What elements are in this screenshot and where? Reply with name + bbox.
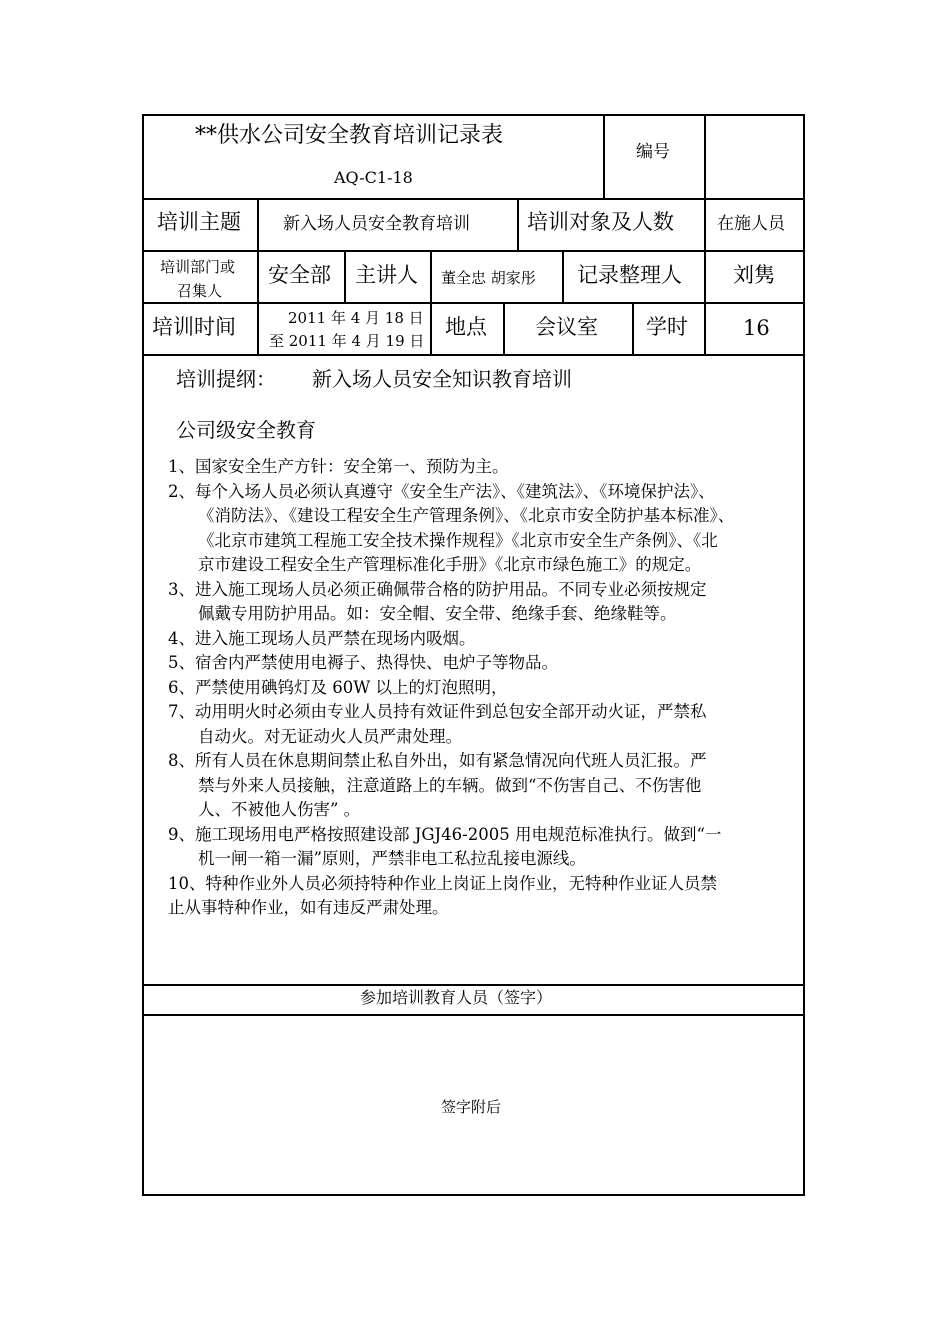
row-divider: [142, 1014, 805, 1016]
hours-label: 学时: [646, 315, 688, 339]
place-label: 地点: [445, 315, 487, 339]
training-item-line: 《北京市建筑工程施工安全技术操作规程》《北京市安全生产条例》、《北: [198, 530, 718, 550]
training-item-line: 2、每个入场人员必须认真遵守《安全生产法》、《建筑法》、《环境保护法》、: [168, 481, 715, 501]
topic-value: 新入场人员安全教育培训: [283, 214, 470, 234]
training-item-line: 止从事特种作业，如有违反严肃处理。: [168, 898, 449, 917]
col-divider: [704, 114, 706, 199]
col-divider: [430, 250, 432, 303]
col-divider: [632, 302, 634, 355]
training-item-line: 4、进入施工现场人员严禁在现场内吸烟。: [168, 628, 476, 648]
place-value: 会议室: [535, 315, 598, 339]
row-divider: [142, 984, 805, 986]
col-divider: [704, 198, 706, 251]
col-divider: [517, 198, 519, 251]
training-item-line: 10、特种作业外人员必须持特种作业上岗证上岗作业，无特种作业证人员禁: [168, 873, 717, 893]
dept-label: 召集人: [177, 282, 223, 300]
training-item-line: 佩戴专用防护用品。如：安全帽、安全带、绝缘手套、绝缘鞋等。: [198, 604, 677, 623]
hours-value: 16: [743, 316, 770, 340]
recorder-label: 记录整理人: [577, 263, 682, 287]
number-label: 编号: [636, 142, 670, 162]
training-item-line: 1、国家安全生产方针：安全第一、预防为主。: [168, 457, 509, 476]
signature-note: 签字附后: [441, 1098, 502, 1116]
training-item-line: 禁与外来人员接触，注意道路上的车辆。做到“不伤害自己、不伤害他: [198, 775, 702, 795]
col-divider: [257, 302, 259, 355]
signature-header: 参加培训教育人员（签字）: [360, 988, 553, 1007]
outline-value: 新入场人员安全知识教育培训: [312, 367, 572, 391]
audience-value: 在施人员: [717, 214, 785, 234]
recorder-value: 刘隽: [733, 263, 775, 287]
audience-label: 培训对象及人数: [527, 210, 674, 234]
dept-label: 培训部门或: [160, 258, 236, 276]
time-label: 培训时间: [152, 315, 236, 339]
training-item-line: 9、施工现场用电严格按照建设部 JGJ46-2005 用电规范标准执行。做到“一: [168, 824, 722, 844]
form-code: AQ-C1-18: [334, 168, 413, 187]
col-divider: [503, 302, 505, 355]
col-divider: [257, 250, 259, 303]
training-item-line: 京市建设工程安全生产管理标准化手册》《北京市绿色施工》的规定。: [198, 555, 702, 574]
time-end: 至 2011 年 4 月 19 日: [269, 332, 425, 350]
training-item-line: 3、进入施工现场人员必须正确佩带合格的防护用品。不同专业必须按规定: [168, 579, 707, 599]
time-start: 2011 年 4 月 18 日: [288, 309, 424, 327]
col-divider: [562, 250, 564, 303]
outline-label: 培训提纲：: [176, 367, 276, 391]
topic-label: 培训主题: [157, 210, 241, 234]
col-divider: [704, 302, 706, 355]
training-item-line: 《消防法》、《建设工程安全生产管理条例》、《北京市安全防护基本标准》、: [198, 506, 735, 525]
training-item-line: 机一闸一箱一漏”原则，严禁非电工私拉乱接电源线。: [198, 849, 586, 868]
dept-value: 安全部: [268, 263, 331, 287]
col-divider: [257, 198, 259, 251]
form-title: **供水公司安全教育培训记录表: [195, 123, 504, 148]
speaker-value: 董全忠 胡家彤: [441, 269, 536, 287]
section-title: 公司级安全教育: [176, 418, 316, 442]
col-divider: [704, 250, 706, 303]
col-divider: [603, 114, 605, 199]
training-item-line: 5、宿舍内严禁使用电褥子、热得快、电炉子等物品。: [168, 653, 558, 672]
col-divider: [344, 250, 346, 303]
training-item-line: 人、不被他人伤害” 。: [198, 800, 361, 819]
training-item-line: 8、所有人员在休息期间禁止私自外出，如有紧急情况向代班人员汇报。严: [168, 751, 707, 770]
training-item-line: 6、严禁使用碘钨灯及 60W 以上的灯泡照明，: [168, 677, 508, 697]
training-item-line: 7、动用明火时必须由专业人员持有效证件到总包安全部开动火证，严禁私: [168, 702, 707, 721]
training-item-line: 自动火。对无证动火人员严肃处理。: [198, 726, 462, 746]
col-divider: [430, 302, 432, 355]
speaker-label: 主讲人: [355, 263, 418, 287]
